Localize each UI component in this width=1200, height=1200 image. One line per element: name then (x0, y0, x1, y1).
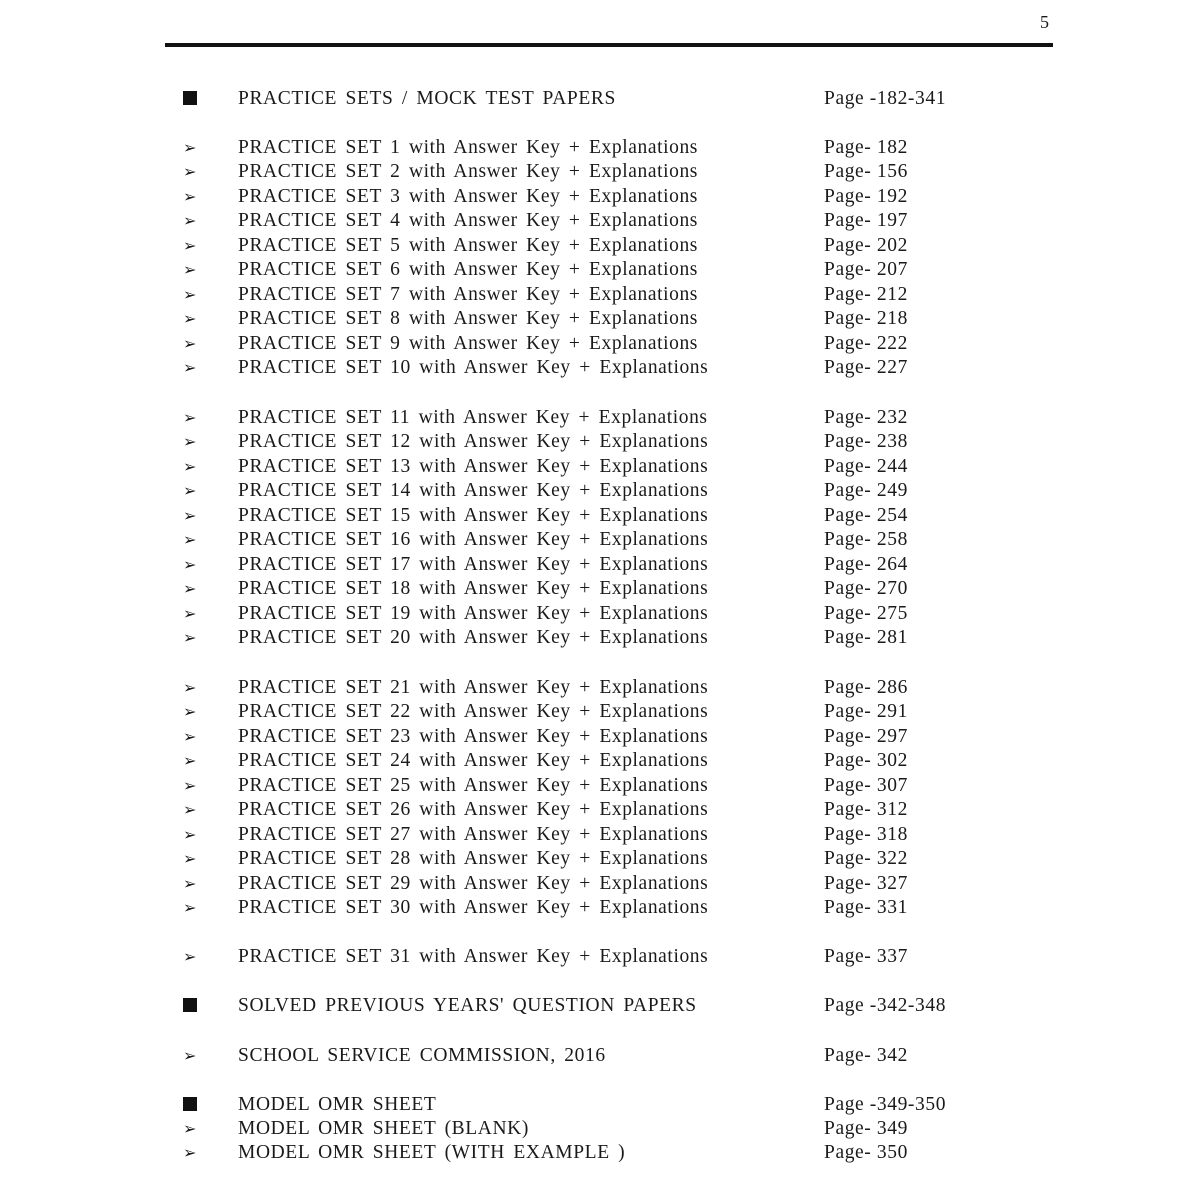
toc-item-row (0, 945, 1200, 969)
toc-entry-title: PRACTICE SET 23 with Answer Key + Explanations (238, 726, 709, 747)
toc-entry-page: Page -342-348 (824, 995, 947, 1016)
arrow-bullet-icon: ➢ (182, 334, 197, 353)
arrow-bullet-icon: ➢ (182, 408, 197, 427)
toc-item-row (0, 160, 1200, 184)
toc-entry-title: PRACTICE SET 15 with Answer Key + Explanations (238, 505, 709, 526)
toc-entry-title: PRACTICE SET 31 with Answer Key + Explanations (238, 946, 709, 967)
toc-item-row (0, 553, 1200, 577)
toc-entry-page: Page- 222 (824, 333, 908, 354)
toc-entry-title: MODEL OMR SHEET (WITH EXAMPLE ) (238, 1142, 626, 1163)
arrow-bullet-icon: ➢ (182, 1119, 197, 1138)
toc-item-row (0, 406, 1200, 430)
square-bullet-icon (180, 87, 200, 111)
arrow-bullet-icon: ➢ (182, 776, 197, 795)
toc-entry-page: Page -182-341 (824, 88, 947, 109)
toc-entry-title: PRACTICE SET 9 with Answer Key + Explanations (238, 333, 698, 354)
toc-entry-page: Page- 318 (824, 824, 908, 845)
toc-entry-title: PRACTICE SET 12 with Answer Key + Explanations (238, 431, 709, 452)
arrow-bullet-icon: ➢ (182, 849, 197, 868)
toc-entry-title: PRACTICE SET 24 with Answer Key + Explanations (238, 750, 709, 771)
toc-entry-title: PRACTICE SET 4 with Answer Key + Explanations (238, 210, 698, 231)
toc-section-row (0, 994, 1200, 1018)
toc-item-row (0, 356, 1200, 380)
toc-entry-page: Page- 291 (824, 701, 908, 722)
toc-item-row (0, 1117, 1200, 1141)
toc-item-row (0, 209, 1200, 233)
arrow-bullet-icon: ➢ (182, 604, 197, 623)
toc-entry-title: PRACTICE SETS / MOCK TEST PAPERS (238, 88, 616, 109)
toc-entry-title: PRACTICE SET 22 with Answer Key + Explanations (238, 701, 709, 722)
arrow-bullet-icon: ➢ (182, 702, 197, 721)
toc-entry-page: Page- 322 (824, 848, 908, 869)
toc-item-row (0, 283, 1200, 307)
arrow-bullet-icon: ➢ (182, 260, 197, 279)
toc-entry-title: PRACTICE SET 1 with Answer Key + Explanations (238, 137, 698, 158)
toc-entry-title: PRACTICE SET 30 with Answer Key + Explanations (238, 897, 709, 918)
toc-entry-page: Page- 312 (824, 799, 908, 820)
toc-section-row (0, 87, 1200, 111)
toc-entry-page: Page- 349 (824, 1118, 908, 1139)
toc-entry-page: Page- 281 (824, 627, 908, 648)
toc-entry-title: PRACTICE SET 10 with Answer Key + Explanations (238, 357, 709, 378)
arrow-bullet-icon: ➢ (182, 727, 197, 746)
toc-entry-page: Page- 302 (824, 750, 908, 771)
toc-entry-title: SOLVED PREVIOUS YEARS' QUESTION PAPERS (238, 995, 697, 1016)
toc-entry-page: Page- 270 (824, 578, 908, 599)
toc-item-row (0, 307, 1200, 331)
arrow-bullet-icon: ➢ (182, 211, 197, 230)
square-bullet-icon (180, 1093, 200, 1117)
toc-entry-page: Page- 297 (824, 726, 908, 747)
toc-entry-title: PRACTICE SET 14 with Answer Key + Explanations (238, 480, 709, 501)
toc-item-row (0, 1141, 1200, 1165)
toc-item-row (0, 234, 1200, 258)
toc-entry-page: Page- 156 (824, 161, 908, 182)
toc-entry-page: Page- 218 (824, 308, 908, 329)
toc-item-row (0, 626, 1200, 650)
toc-entry-title: PRACTICE SET 13 with Answer Key + Explanations (238, 456, 709, 477)
toc-entry-page: Page- 331 (824, 897, 908, 918)
arrow-bullet-icon: ➢ (182, 309, 197, 328)
arrow-bullet-icon: ➢ (182, 432, 197, 451)
toc-entry-page: Page- 207 (824, 259, 908, 280)
arrow-bullet-icon: ➢ (182, 825, 197, 844)
toc-section-row (0, 1093, 1200, 1117)
toc-entry-title: PRACTICE SET 16 with Answer Key + Explanations (238, 529, 709, 550)
square-bullet-icon (180, 994, 200, 1018)
toc-item-row (0, 798, 1200, 822)
toc-item-row (0, 1044, 1200, 1068)
toc-item-row (0, 847, 1200, 871)
toc-entry-title: PRACTICE SET 2 with Answer Key + Explanations (238, 161, 698, 182)
toc-item-row (0, 774, 1200, 798)
arrow-bullet-icon: ➢ (182, 285, 197, 304)
toc-item-row (0, 749, 1200, 773)
toc-entry-title: MODEL OMR SHEET (BLANK) (238, 1118, 529, 1139)
toc-entry-page: Page- 244 (824, 456, 908, 477)
arrow-bullet-icon: ➢ (182, 628, 197, 647)
toc-entry-page: Page- 182 (824, 137, 908, 158)
toc-entry-title: PRACTICE SET 7 with Answer Key + Explanations (238, 284, 698, 305)
arrow-bullet-icon: ➢ (182, 800, 197, 819)
arrow-bullet-icon: ➢ (182, 874, 197, 893)
toc-entry-title: PRACTICE SET 27 with Answer Key + Explanations (238, 824, 709, 845)
toc-item-row (0, 430, 1200, 454)
toc-entry-title: PRACTICE SET 8 with Answer Key + Explanations (238, 308, 698, 329)
arrow-bullet-icon: ➢ (182, 1046, 197, 1065)
toc-entry-page: Page- 342 (824, 1045, 908, 1066)
toc-item-row (0, 700, 1200, 724)
toc-entry-title: PRACTICE SET 21 with Answer Key + Explanations (238, 677, 709, 698)
toc-item-row (0, 725, 1200, 749)
arrow-bullet-icon: ➢ (182, 457, 197, 476)
toc-item-row (0, 455, 1200, 479)
toc-entry-title: PRACTICE SET 11 with Answer Key + Explanations (238, 407, 708, 428)
toc-entry-title: PRACTICE SET 25 with Answer Key + Explanations (238, 775, 709, 796)
toc-entry-page: Page- 275 (824, 603, 908, 624)
toc-entry-page: Page- 327 (824, 873, 908, 894)
toc-item-row (0, 258, 1200, 282)
arrow-bullet-icon: ➢ (182, 751, 197, 770)
toc-entry-title: PRACTICE SET 6 with Answer Key + Explanations (238, 259, 698, 280)
toc-entry-title: MODEL OMR SHEET (238, 1094, 437, 1115)
toc-item-row (0, 528, 1200, 552)
arrow-bullet-icon: ➢ (182, 530, 197, 549)
arrow-bullet-icon: ➢ (182, 506, 197, 525)
toc-entry-page: Page- 286 (824, 677, 908, 698)
arrow-bullet-icon: ➢ (182, 358, 197, 377)
header-rule (165, 43, 1053, 47)
arrow-bullet-icon: ➢ (182, 678, 197, 697)
toc-entry-title: PRACTICE SET 28 with Answer Key + Explanations (238, 848, 709, 869)
toc-entry-page: Page- 249 (824, 480, 908, 501)
toc-entry-page: Page- 350 (824, 1142, 908, 1163)
arrow-bullet-icon: ➢ (182, 579, 197, 598)
toc-entry-title: PRACTICE SET 17 with Answer Key + Explanations (238, 554, 709, 575)
toc-entry-title: PRACTICE SET 19 with Answer Key + Explanations (238, 603, 709, 624)
toc-entry-title: PRACTICE SET 5 with Answer Key + Explanations (238, 235, 698, 256)
arrow-bullet-icon: ➢ (182, 898, 197, 917)
toc-entry-page: Page- 264 (824, 554, 908, 575)
toc-item-row (0, 185, 1200, 209)
toc-entry-title: PRACTICE SET 29 with Answer Key + Explanations (238, 873, 709, 894)
arrow-bullet-icon: ➢ (182, 947, 197, 966)
arrow-bullet-icon: ➢ (182, 1143, 197, 1162)
toc-item-row (0, 577, 1200, 601)
toc-entry-page: Page- 232 (824, 407, 908, 428)
arrow-bullet-icon: ➢ (182, 481, 197, 500)
toc-item-row (0, 872, 1200, 896)
arrow-bullet-icon: ➢ (182, 162, 197, 181)
toc-entry-page: Page- 238 (824, 431, 908, 452)
toc-entry-page: Page- 337 (824, 946, 908, 967)
toc-entry-title: SCHOOL SERVICE COMMISSION, 2016 (238, 1045, 606, 1066)
toc-item-row (0, 823, 1200, 847)
toc-item-row (0, 896, 1200, 920)
arrow-bullet-icon: ➢ (182, 555, 197, 574)
toc-entry-title: PRACTICE SET 18 with Answer Key + Explanations (238, 578, 709, 599)
toc-entry-page: Page- 192 (824, 186, 908, 207)
toc-item-row (0, 602, 1200, 626)
toc-entry-page: Page -349-350 (824, 1094, 947, 1115)
toc-item-row (0, 676, 1200, 700)
arrow-bullet-icon: ➢ (182, 187, 197, 206)
arrow-bullet-icon: ➢ (182, 236, 197, 255)
toc-entry-title: PRACTICE SET 26 with Answer Key + Explanations (238, 799, 709, 820)
toc-entry-title: PRACTICE SET 3 with Answer Key + Explanations (238, 186, 698, 207)
toc-entry-page: Page- 197 (824, 210, 908, 231)
toc-entry-page: Page- 202 (824, 235, 908, 256)
toc-entry-page: Page- 212 (824, 284, 908, 305)
toc-item-row (0, 136, 1200, 160)
toc-item-row (0, 332, 1200, 356)
toc-entry-page: Page- 307 (824, 775, 908, 796)
toc-item-row (0, 479, 1200, 503)
toc-entry-page: Page- 227 (824, 357, 908, 378)
arrow-bullet-icon: ➢ (182, 138, 197, 157)
toc-entry-page: Page- 254 (824, 505, 908, 526)
page-number: 5 (1040, 12, 1049, 32)
toc-entry-title: PRACTICE SET 20 with Answer Key + Explanations (238, 627, 709, 648)
toc-entry-page: Page- 258 (824, 529, 908, 550)
toc-item-row (0, 504, 1200, 528)
